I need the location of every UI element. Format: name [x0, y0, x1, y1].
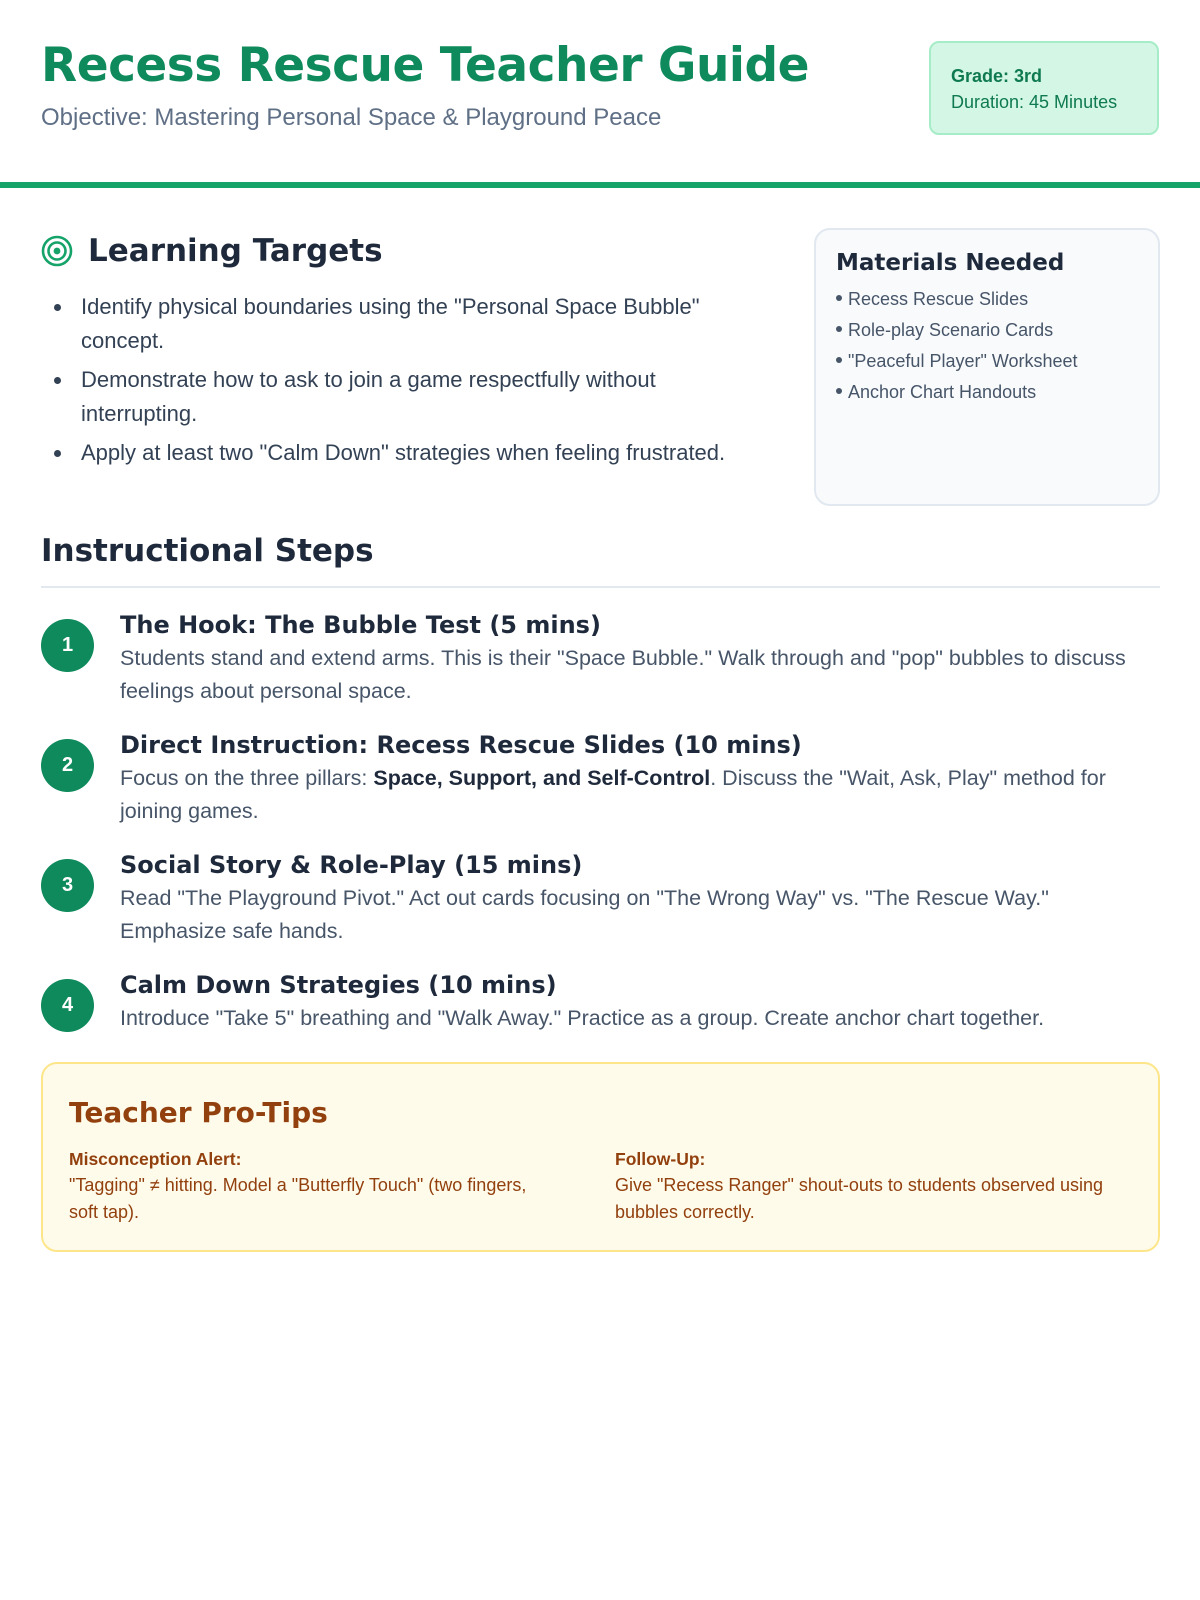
step-title: Social Story & Role-Play (15 mins): [120, 851, 583, 879]
target-icon: [41, 235, 73, 267]
misconception-text: "Tagging" ≠ hitting. Model a "Butterfly Touch" (two fingers, soft tap).: [69, 1175, 527, 1222]
material-item-label: Role-play Scenario Cards: [848, 320, 1054, 340]
step-title: Calm Down Strategies (10 mins): [120, 971, 557, 999]
page-title: Recess Rescue Teacher Guide: [41, 38, 810, 93]
learning-targets-title: Learning Targets: [88, 233, 383, 269]
lesson-meta-box: [929, 41, 1159, 135]
grade-label: Grade: 3rd: [951, 66, 1043, 86]
step-body: [120, 848, 1160, 948]
material-item-label: Anchor Chart Handouts: [848, 382, 1037, 402]
followup-text: Give "Recess Ranger" shout-outs to students observed using bubbles correctly.: [615, 1175, 1104, 1222]
misconception-tip: [69, 1146, 539, 1226]
step-desc-text: Focus on the three pillars:: [120, 766, 374, 790]
learning-targets-heading: [41, 226, 383, 276]
misconception-label: Misconception Alert:: [69, 1149, 242, 1169]
material-item: [836, 346, 1138, 377]
materials-title: Materials Needed: [836, 250, 1065, 276]
pro-tips-title: Teacher Pro-Tips: [69, 1096, 328, 1129]
step-title: Direct Instruction: Recess Rescue Slides (10 mins): [120, 731, 802, 759]
followup-label: Follow-Up:: [615, 1149, 706, 1169]
materials-list: [836, 284, 1138, 408]
step-description: Introduce "Take 5" breathing and "Walk Away." Practice as a group. Create anchor chart together.: [120, 1006, 1045, 1030]
material-item-label: "Peaceful Player" Worksheet: [848, 351, 1078, 371]
step-description: [120, 762, 1160, 828]
learning-target-item: Demonstrate how to ask to join a game respectfully without interrupting.: [41, 363, 771, 431]
section-divider: [41, 586, 1160, 588]
instructional-steps-title: Instructional Steps: [41, 533, 374, 569]
guide-header: [0, 0, 1200, 188]
learning-target-item: Identify physical boundaries using the "Personal Space Bubble" concept.: [41, 290, 771, 358]
bullet-icon: [836, 388, 842, 394]
step-description: Read "The Playground Pivot." Act out cards focusing on "The Wrong Way" vs. "The Rescue Way." Emphasize safe hands.: [120, 886, 1049, 943]
followup-tip: [615, 1146, 1115, 1226]
step-body: [120, 728, 1160, 828]
step-desc-emphasis: Space, Support, and Self-Control: [373, 766, 711, 790]
step-number-badge: 2: [41, 739, 94, 792]
duration-label: Duration: 45 Minutes: [951, 92, 1118, 112]
learning-target-item: Apply at least two "Calm Down" strategies when feeling frustrated.: [41, 436, 771, 470]
step-description: Students stand and extend arms. This is their "Space Bubble." Walk through and "pop" bubbles to discuss feelings about personal space.: [120, 646, 1126, 703]
learning-targets-list: [41, 290, 771, 475]
material-item-label: Recess Rescue Slides: [848, 289, 1029, 309]
material-item: [836, 315, 1138, 346]
step-title: The Hook: The Bubble Test (5 mins): [120, 611, 601, 639]
materials-card: [814, 228, 1160, 506]
step-body: [120, 968, 1160, 1035]
bullet-icon: [836, 326, 842, 332]
step-desc-text: . Discuss the "Wait, Ask, Play" method for joining games.: [120, 766, 1106, 823]
step-number-badge: 3: [41, 859, 94, 912]
material-item: [836, 284, 1138, 315]
material-item: [836, 377, 1138, 408]
step-body: [120, 608, 1160, 708]
step-number-badge: 4: [41, 979, 94, 1032]
objective-subtitle: Objective: Mastering Personal Space & Playground Peace: [41, 104, 662, 131]
bullet-icon: [836, 295, 842, 301]
step-number-badge: 1: [41, 619, 94, 672]
pro-tips-card: [41, 1062, 1160, 1252]
bullet-icon: [836, 357, 842, 363]
